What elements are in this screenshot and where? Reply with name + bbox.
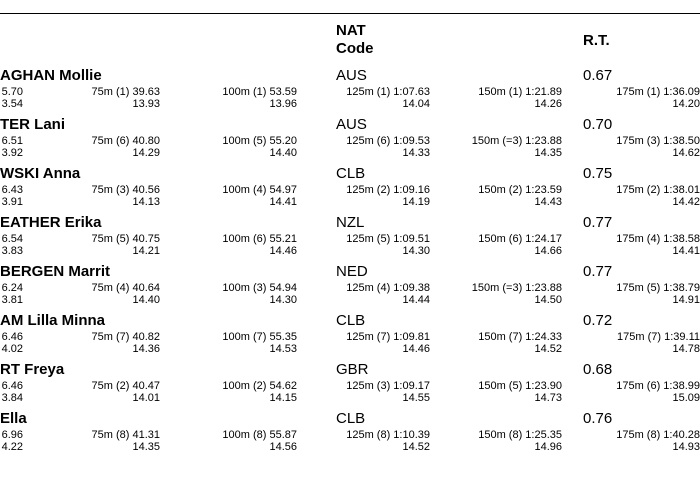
split-125m-sub: 14.19 <box>402 196 430 208</box>
first-split-sub: 3.92 <box>1 147 23 159</box>
split-125m: 125m (2) 1:09.16 <box>346 184 430 196</box>
split-125m: 125m (1) 1:07.63 <box>346 86 430 98</box>
split-125m: 125m (3) 1:09.17 <box>346 380 430 392</box>
first-split: 5.70 <box>1 86 23 98</box>
split-100m: 100m (5) 55.20 <box>222 135 297 147</box>
split-150m: 150m (=3) 1:23.88 <box>471 135 562 147</box>
split-125m: 125m (5) 1:09.51 <box>346 233 430 245</box>
split-150m: 150m (7) 1:24.33 <box>478 331 562 343</box>
split-100m: 100m (6) 55.21 <box>222 233 297 245</box>
swimmer-row <box>0 116 700 165</box>
split-100m-sub: 14.40 <box>269 147 297 159</box>
split-175m: 175m (7) 1:39.11 <box>617 331 700 343</box>
split-100m-sub: 14.41 <box>269 196 297 208</box>
first-split: 6.46 <box>1 331 23 343</box>
split-175m: 175m (3) 1:38.50 <box>616 135 700 147</box>
split-125m: 125m (6) 1:09.53 <box>346 135 430 147</box>
split-100m: 100m (1) 53.59 <box>222 86 297 98</box>
first-split-sub: 4.02 <box>1 343 23 355</box>
split-100m-sub: 14.30 <box>269 294 297 306</box>
nat-code: GBR <box>336 361 369 378</box>
split-125m-sub: 14.44 <box>402 294 430 306</box>
split-150m: 150m (6) 1:24.17 <box>478 233 562 245</box>
split-175m: 175m (5) 1:38.79 <box>616 282 700 294</box>
split-125m-sub: 14.52 <box>402 441 430 453</box>
split-125m-sub: 14.33 <box>402 147 430 159</box>
split-75m-sub: 14.01 <box>132 392 160 404</box>
reaction-time: 0.76 <box>583 410 613 427</box>
split-175m-sub: 14.62 <box>672 147 700 159</box>
swimmer-name: AGHAN Mollie <box>0 67 102 84</box>
split-150m-sub: 14.52 <box>534 343 562 355</box>
split-100m-sub: 13.96 <box>269 98 297 110</box>
split-100m-sub: 14.46 <box>269 245 297 257</box>
split-125m-sub: 14.04 <box>402 98 430 110</box>
nat-code: AUS <box>336 116 367 133</box>
swimmer-name: BERGEN Marrit <box>0 263 111 280</box>
split-175m: 175m (2) 1:38.01 <box>616 184 700 196</box>
split-75m: 75m (7) 40.82 <box>91 331 160 343</box>
split-75m: 75m (2) 40.47 <box>91 380 160 392</box>
split-100m: 100m (3) 54.94 <box>222 282 297 294</box>
split-150m: 150m (1) 1:21.89 <box>478 86 562 98</box>
split-75m-sub: 14.36 <box>132 343 160 355</box>
swimmer-row <box>0 214 700 263</box>
split-175m: 175m (6) 1:38.99 <box>616 380 700 392</box>
swimmer-name: TER Lani <box>0 116 66 133</box>
reaction-time: 0.70 <box>583 116 613 133</box>
reaction-time: 0.75 <box>583 165 613 182</box>
nat-code: CLB <box>336 165 366 182</box>
split-175m-sub: 14.41 <box>672 245 700 257</box>
split-175m-sub: 14.78 <box>672 343 700 355</box>
swimmer-row <box>0 67 700 116</box>
split-75m-sub: 13.93 <box>132 98 160 110</box>
nat-code: CLB <box>336 312 366 329</box>
swimmer-row <box>0 361 700 410</box>
split-150m-sub: 14.26 <box>534 98 562 110</box>
split-175m-sub: 14.91 <box>672 294 700 306</box>
reaction-time: 0.67 <box>583 67 613 84</box>
first-split: 6.96 <box>1 429 23 441</box>
split-75m: 75m (5) 40.75 <box>91 233 160 245</box>
nat-header-line1: NAT <box>336 22 366 39</box>
swimmer-row <box>0 165 700 214</box>
nat-code: NED <box>336 263 368 280</box>
split-150m: 150m (8) 1:25.35 <box>478 429 562 441</box>
swimmer-row <box>0 410 700 459</box>
split-100m: 100m (8) 55.87 <box>222 429 297 441</box>
swimmer-name: Ella <box>0 410 27 427</box>
first-split: 6.24 <box>1 282 23 294</box>
split-125m-sub: 14.46 <box>402 343 430 355</box>
split-175m-sub: 14.20 <box>672 98 700 110</box>
swimmer-row <box>0 312 700 361</box>
split-150m-sub: 14.73 <box>534 392 562 404</box>
split-150m-sub: 14.66 <box>534 245 562 257</box>
split-75m: 75m (3) 40.56 <box>91 184 160 196</box>
split-75m-sub: 14.29 <box>132 147 160 159</box>
nat-header-line2: Code <box>336 40 374 57</box>
split-75m: 75m (6) 40.80 <box>91 135 160 147</box>
split-75m: 75m (4) 40.64 <box>91 282 160 294</box>
split-100m-sub: 14.15 <box>269 392 297 404</box>
split-125m: 125m (7) 1:09.81 <box>346 331 430 343</box>
reaction-time: 0.77 <box>583 214 613 231</box>
split-175m: 175m (1) 1:36.09 <box>616 86 700 98</box>
swimmer-name: WSKI Anna <box>0 165 81 182</box>
first-split-sub: 3.54 <box>1 98 23 110</box>
reaction-time: 0.68 <box>583 361 613 378</box>
first-split-sub: 3.84 <box>1 392 23 404</box>
reaction-time-header: R.T. <box>583 32 610 49</box>
first-split-sub: 3.83 <box>1 245 23 257</box>
split-175m-sub: 14.93 <box>672 441 700 453</box>
split-150m-sub: 14.35 <box>534 147 562 159</box>
split-100m: 100m (2) 54.62 <box>222 380 297 392</box>
split-175m-sub: 14.42 <box>672 196 700 208</box>
split-75m-sub: 14.13 <box>132 196 160 208</box>
first-split: 6.54 <box>1 233 23 245</box>
split-100m-sub: 14.53 <box>269 343 297 355</box>
nat-code: CLB <box>336 410 366 427</box>
first-split-sub: 4.22 <box>1 441 23 453</box>
swimmer-row <box>0 263 700 312</box>
split-75m: 75m (8) 41.31 <box>91 429 160 441</box>
split-75m: 75m (1) 39.63 <box>91 86 160 98</box>
split-100m-sub: 14.56 <box>269 441 297 453</box>
split-75m-sub: 14.21 <box>132 245 160 257</box>
split-150m: 150m (2) 1:23.59 <box>478 184 562 196</box>
split-75m-sub: 14.40 <box>132 294 160 306</box>
split-125m: 125m (4) 1:09.38 <box>346 282 430 294</box>
first-split: 6.46 <box>1 380 23 392</box>
first-split: 6.51 <box>1 135 23 147</box>
split-150m: 150m (5) 1:23.90 <box>478 380 562 392</box>
split-175m: 175m (4) 1:38.58 <box>616 233 700 245</box>
split-100m: 100m (4) 54.97 <box>222 184 297 196</box>
split-125m: 125m (8) 1:10.39 <box>346 429 430 441</box>
first-split: 6.43 <box>1 184 23 196</box>
split-150m: 150m (=3) 1:23.88 <box>471 282 562 294</box>
split-150m-sub: 14.96 <box>534 441 562 453</box>
split-75m-sub: 14.35 <box>132 441 160 453</box>
header-rule <box>0 13 700 14</box>
split-150m-sub: 14.50 <box>534 294 562 306</box>
split-125m-sub: 14.55 <box>402 392 430 404</box>
nat-code: NZL <box>336 214 365 231</box>
split-175m: 175m (8) 1:40.28 <box>616 429 700 441</box>
reaction-time: 0.77 <box>583 263 613 280</box>
first-split-sub: 3.81 <box>1 294 23 306</box>
split-100m: 100m (7) 55.35 <box>222 331 297 343</box>
swimmer-name: RT Freya <box>0 361 65 378</box>
swimmer-name: EATHER Erika <box>0 214 102 231</box>
split-175m-sub: 15.09 <box>672 392 700 404</box>
split-150m-sub: 14.43 <box>534 196 562 208</box>
nat-code-header <box>336 22 374 58</box>
split-125m-sub: 14.30 <box>402 245 430 257</box>
swimmer-name: AM Lilla Minna <box>0 312 105 329</box>
first-split-sub: 3.91 <box>1 196 23 208</box>
nat-code: AUS <box>336 67 367 84</box>
reaction-time: 0.72 <box>583 312 613 329</box>
